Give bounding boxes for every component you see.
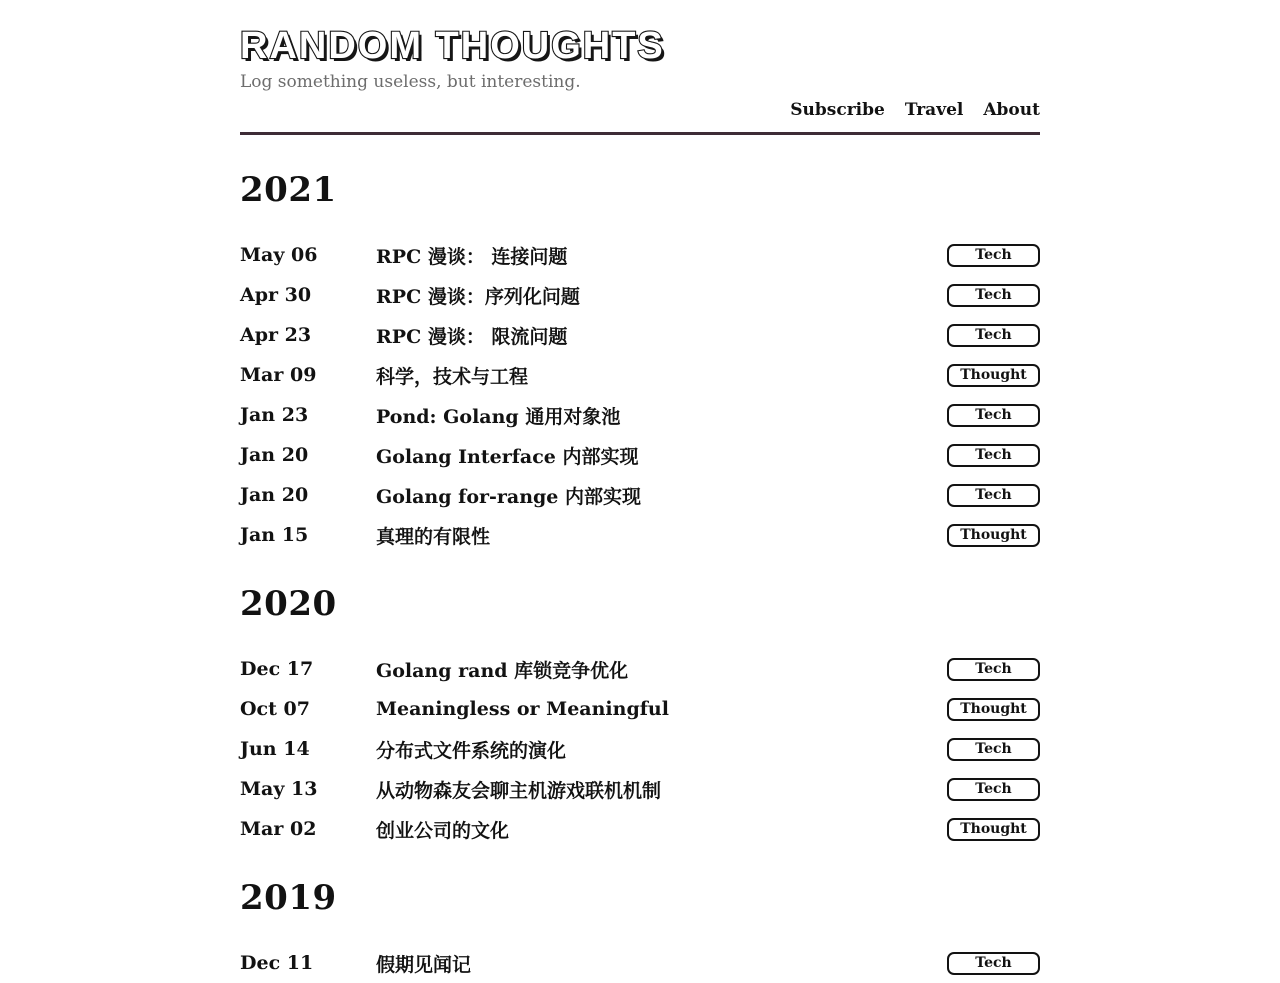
- site-tagline: Log something useless, but interesting.: [240, 72, 581, 92]
- post-row: [240, 769, 1040, 809]
- post-list: [240, 235, 1040, 555]
- post-archive: [240, 135, 1040, 983]
- post-row: [240, 515, 1040, 555]
- post-title-link[interactable]: Golang rand 库锁竞争优化: [376, 659, 629, 682]
- post-date: Jan 15: [240, 524, 309, 546]
- post-list: [240, 943, 1040, 983]
- post-title-link[interactable]: Golang Interface 内部实现: [376, 445, 639, 468]
- post-date: Oct 07: [240, 698, 310, 720]
- year-section-2021: [240, 171, 1040, 555]
- post-date: Mar 02: [240, 818, 317, 840]
- post-row: [240, 809, 1040, 849]
- post-tag-badge[interactable]: Tech: [947, 658, 1040, 681]
- post-tag-badge[interactable]: Tech: [947, 484, 1040, 507]
- post-tag-badge[interactable]: Thought: [947, 698, 1040, 721]
- nav-link-subscribe[interactable]: Subscribe: [790, 100, 885, 120]
- post-date: Jan 20: [240, 484, 309, 506]
- post-title-link[interactable]: RPC 漫谈：序列化问题: [376, 285, 580, 308]
- post-tag-badge[interactable]: Tech: [947, 778, 1040, 801]
- post-title-link[interactable]: 假期见闻记: [376, 953, 472, 976]
- post-row: [240, 689, 1040, 729]
- post-row: [240, 649, 1040, 689]
- post-date: Apr 23: [240, 324, 312, 346]
- post-title-link[interactable]: Pond: Golang 通用对象池: [376, 405, 621, 428]
- post-row: [240, 315, 1040, 355]
- post-date: Dec 17: [240, 658, 314, 680]
- post-row: [240, 943, 1040, 983]
- post-tag-badge[interactable]: Tech: [947, 738, 1040, 761]
- post-title-link[interactable]: 科学，技术与工程: [376, 365, 529, 388]
- post-date: Jun 14: [240, 738, 310, 760]
- post-tag-badge[interactable]: Tech: [947, 444, 1040, 467]
- post-title-link[interactable]: 创业公司的文化: [376, 819, 510, 842]
- post-title-link[interactable]: RPC 漫谈： 限流问题: [376, 325, 568, 348]
- post-title-link[interactable]: Meaningless or Meaningful: [376, 698, 669, 720]
- main-nav: [240, 100, 1040, 120]
- year-section-2020: [240, 585, 1040, 849]
- year-heading: 2021: [240, 170, 337, 210]
- post-date: Mar 09: [240, 364, 317, 386]
- post-row: [240, 355, 1040, 395]
- post-date: Jan 20: [240, 444, 309, 466]
- post-date: Jan 23: [240, 404, 309, 426]
- post-tag-badge[interactable]: Tech: [947, 324, 1040, 347]
- page: [240, 0, 1040, 983]
- post-date: Dec 11: [240, 952, 314, 974]
- post-tag-badge[interactable]: Tech: [947, 244, 1040, 267]
- post-row: [240, 275, 1040, 315]
- post-tag-badge[interactable]: Thought: [947, 818, 1040, 841]
- nav-link-about[interactable]: About: [983, 100, 1040, 120]
- post-list: [240, 649, 1040, 849]
- post-row: [240, 235, 1040, 275]
- post-tag-badge[interactable]: Thought: [947, 364, 1040, 387]
- site-header: [240, 25, 1040, 135]
- post-date: May 13: [240, 778, 318, 800]
- post-date: Apr 30: [240, 284, 312, 306]
- post-row: [240, 435, 1040, 475]
- post-tag-badge[interactable]: Tech: [947, 952, 1040, 975]
- post-tag-badge[interactable]: Tech: [947, 404, 1040, 427]
- post-title-link[interactable]: 从动物森友会聊主机游戏联机机制: [376, 779, 662, 802]
- post-tag-badge[interactable]: Thought: [947, 524, 1040, 547]
- post-title-link[interactable]: 真理的有限性: [376, 525, 491, 548]
- post-row: [240, 475, 1040, 515]
- post-title-link[interactable]: 分布式文件系统的演化: [376, 739, 567, 762]
- year-section-2019: [240, 879, 1040, 983]
- post-date: May 06: [240, 244, 318, 266]
- post-tag-badge[interactable]: Tech: [947, 284, 1040, 307]
- year-heading: 2019: [240, 878, 337, 918]
- post-title-link[interactable]: Golang for-range 内部实现: [376, 485, 642, 508]
- site-title[interactable]: RANDOM THOUGHTS: [240, 25, 665, 67]
- year-heading: 2020: [240, 584, 337, 624]
- post-row: [240, 395, 1040, 435]
- post-row: [240, 729, 1040, 769]
- post-title-link[interactable]: RPC 漫谈： 连接问题: [376, 245, 568, 268]
- nav-link-travel[interactable]: Travel: [904, 100, 964, 120]
